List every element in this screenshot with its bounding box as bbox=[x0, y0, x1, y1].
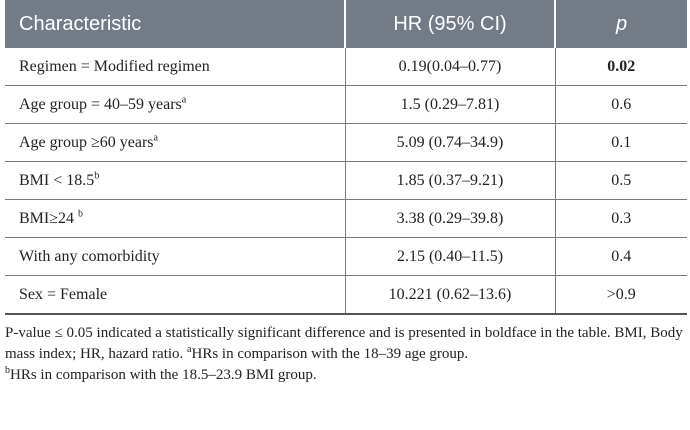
hazard-ratio-table bbox=[5, 0, 687, 315]
cell-p-value: 0.4 bbox=[555, 238, 687, 276]
cell-p-value: 0.6 bbox=[555, 86, 687, 124]
cell-characteristic bbox=[5, 162, 345, 200]
table-row bbox=[5, 124, 687, 162]
table-row bbox=[5, 162, 687, 200]
characteristic-label: Sex = Female bbox=[19, 285, 108, 303]
footnote-b-marker: b bbox=[5, 365, 10, 376]
header-p: p bbox=[555, 0, 687, 48]
cell-hr: 1.85 (0.37–9.21) bbox=[345, 162, 555, 200]
table-header-row bbox=[5, 0, 687, 48]
table-body bbox=[5, 48, 687, 314]
cell-characteristic bbox=[5, 48, 345, 86]
cell-characteristic bbox=[5, 276, 345, 315]
footnote-marker: b bbox=[78, 208, 84, 220]
table-row bbox=[5, 276, 687, 315]
footnote-marker: a bbox=[153, 132, 158, 144]
header-hr: HR (95% CI) bbox=[345, 0, 555, 48]
cell-hr: 0.19(0.04–0.77) bbox=[345, 48, 555, 86]
characteristic-label: With any comorbidity bbox=[19, 247, 160, 265]
cell-characteristic bbox=[5, 238, 345, 276]
cell-p-value: 0.5 bbox=[555, 162, 687, 200]
cell-hr: 10.221 (0.62–13.6) bbox=[345, 276, 555, 315]
cell-p-value: >0.9 bbox=[555, 276, 687, 315]
characteristic-label: BMI < 18.5 bbox=[19, 171, 95, 189]
footnote-main: P-value ≤ 0.05 indicated a statistically significant difference and is presented in boldface in the table. BMI, Body mass index; HR, hazard ratio. bbox=[5, 325, 683, 362]
results-table-container bbox=[5, 0, 687, 386]
characteristic-label: BMI≥24 bbox=[19, 209, 79, 227]
cell-characteristic bbox=[5, 86, 345, 124]
characteristic-label: Regimen = Modified regimen bbox=[19, 57, 210, 75]
footnote-a-marker: a bbox=[187, 344, 192, 355]
cell-characteristic bbox=[5, 200, 345, 238]
footnote-a-text: HRs in comparison with the 18–39 age group. bbox=[191, 346, 469, 362]
characteristic-label: Age group = 40–59 years bbox=[19, 95, 182, 113]
table-footnote bbox=[5, 323, 687, 386]
table-row bbox=[5, 48, 687, 86]
table-row bbox=[5, 86, 687, 124]
header-characteristic: Characteristic bbox=[5, 0, 345, 48]
cell-p-value: 0.02 bbox=[555, 48, 687, 86]
footnote-b-text: HRs in comparison with the 18.5–23.9 BMI group. bbox=[10, 367, 317, 383]
footnote-text bbox=[5, 323, 687, 386]
cell-p-value: 0.3 bbox=[555, 200, 687, 238]
cell-hr: 1.5 (0.29–7.81) bbox=[345, 86, 555, 124]
cell-characteristic bbox=[5, 124, 345, 162]
table-row bbox=[5, 200, 687, 238]
cell-hr: 3.38 (0.29–39.8) bbox=[345, 200, 555, 238]
characteristic-label: Age group ≥60 years bbox=[19, 133, 154, 151]
cell-hr: 2.15 (0.40–11.5) bbox=[345, 238, 555, 276]
cell-hr: 5.09 (0.74–34.9) bbox=[345, 124, 555, 162]
footnote-marker: a bbox=[181, 94, 187, 106]
table-row bbox=[5, 238, 687, 276]
cell-p-value: 0.1 bbox=[555, 124, 687, 162]
footnote-marker: b bbox=[94, 170, 100, 182]
